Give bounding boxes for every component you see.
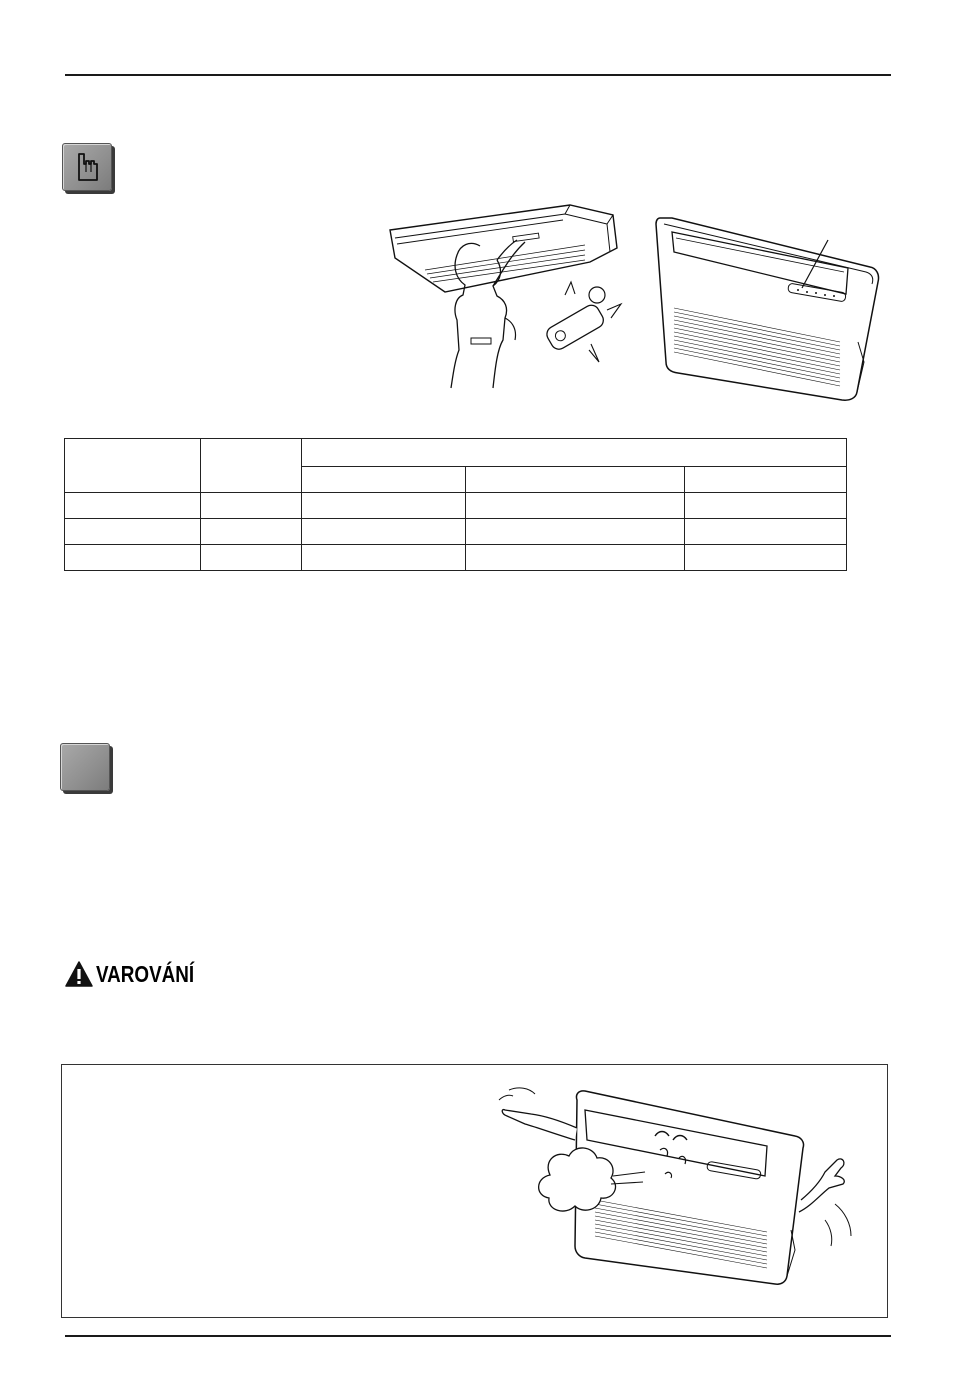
table-row bbox=[65, 519, 847, 545]
table-cell bbox=[685, 493, 847, 519]
table-cell bbox=[65, 493, 201, 519]
table-cell bbox=[466, 493, 685, 519]
warning-triangle-icon bbox=[64, 960, 94, 988]
table-cell bbox=[685, 545, 847, 571]
table-cell bbox=[302, 467, 466, 493]
table-cell bbox=[685, 519, 847, 545]
data-table bbox=[64, 438, 847, 571]
table-row bbox=[65, 493, 847, 519]
table-cell bbox=[65, 519, 201, 545]
table-cell bbox=[65, 545, 201, 571]
table-cell bbox=[466, 519, 685, 545]
table-cell bbox=[201, 439, 302, 493]
table-row bbox=[65, 545, 847, 571]
table-cell bbox=[302, 493, 466, 519]
table-cell bbox=[466, 545, 685, 571]
floor-unit-illustration bbox=[652, 212, 884, 409]
air-conditioner-mascot-illustration bbox=[495, 1080, 865, 1300]
blank-gray-square-icon bbox=[60, 743, 110, 791]
table-cell bbox=[201, 519, 302, 545]
table-cell bbox=[201, 493, 302, 519]
table-cell bbox=[302, 545, 466, 571]
top-rule bbox=[65, 74, 891, 76]
table-cell bbox=[302, 439, 847, 467]
table-header-row bbox=[65, 439, 847, 467]
table-cell bbox=[302, 519, 466, 545]
table-cell bbox=[201, 545, 302, 571]
warning-title: VAROVÁNÍ bbox=[96, 960, 195, 987]
ceiling-unit-illustration bbox=[385, 200, 635, 400]
table-cell bbox=[466, 467, 685, 493]
pointing-hand-icon bbox=[62, 143, 112, 191]
warning-heading bbox=[64, 960, 216, 988]
bottom-rule bbox=[65, 1335, 891, 1337]
table-cell bbox=[685, 467, 847, 493]
table-cell bbox=[65, 439, 201, 493]
